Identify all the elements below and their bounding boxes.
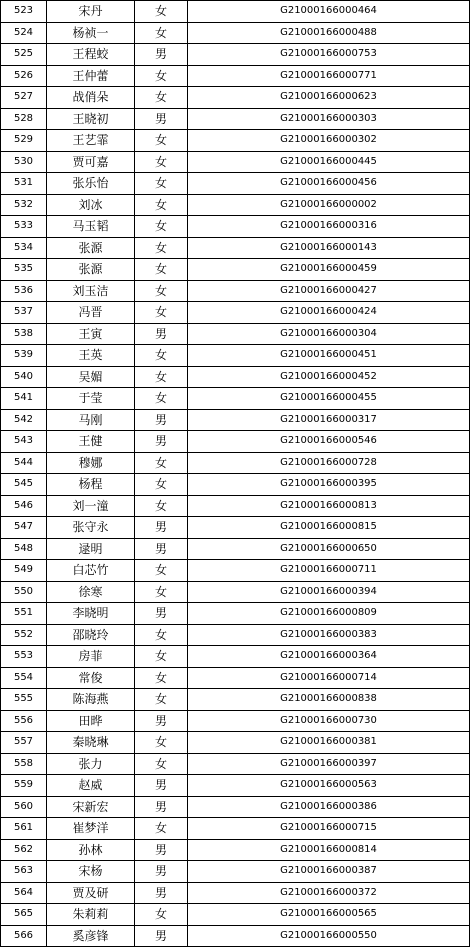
- table-row: [1, 173, 470, 195]
- table-row: [1, 87, 470, 109]
- name-cell: 张力: [47, 753, 135, 775]
- table-row: [1, 753, 470, 775]
- gender-cell: 男: [135, 108, 188, 130]
- gender-cell: 男: [135, 861, 188, 883]
- row-number-cell: 541: [1, 388, 47, 410]
- gender-cell: 女: [135, 65, 188, 87]
- gender-cell: 女: [135, 345, 188, 367]
- name-cell: 张守永: [47, 517, 135, 539]
- table-row: [1, 517, 470, 539]
- gender-cell: 男: [135, 44, 188, 66]
- table-row: [1, 861, 470, 883]
- table-row: [1, 431, 470, 453]
- gender-cell: 女: [135, 1, 188, 23]
- candidate-id-cell: G21000166000451: [188, 345, 470, 367]
- candidate-id-cell: G21000166000815: [188, 517, 470, 539]
- row-number-cell: 564: [1, 882, 47, 904]
- row-number-cell: 523: [1, 1, 47, 23]
- gender-cell: 男: [135, 882, 188, 904]
- name-cell: 常俊: [47, 667, 135, 689]
- gender-cell: 女: [135, 474, 188, 496]
- row-number-cell: 533: [1, 216, 47, 238]
- name-cell: 刘玉洁: [47, 280, 135, 302]
- candidate-id-cell: G21000166000813: [188, 495, 470, 517]
- gender-cell: 女: [135, 87, 188, 109]
- name-cell: 杨祯一: [47, 22, 135, 44]
- table-row: [1, 667, 470, 689]
- name-cell: 王程蛟: [47, 44, 135, 66]
- candidate-id-cell: G21000166000623: [188, 87, 470, 109]
- row-number-cell: 534: [1, 237, 47, 259]
- row-number-cell: 555: [1, 689, 47, 711]
- name-cell: 陈海燕: [47, 689, 135, 711]
- name-cell: 战俏朵: [47, 87, 135, 109]
- name-cell: 刘冰: [47, 194, 135, 216]
- table-row: [1, 44, 470, 66]
- table-row: [1, 130, 470, 152]
- candidate-id-cell: G21000166000445: [188, 151, 470, 173]
- gender-cell: 女: [135, 732, 188, 754]
- table-row: [1, 925, 470, 947]
- row-number-cell: 544: [1, 452, 47, 474]
- table-row: [1, 775, 470, 797]
- name-cell: 邵晓玲: [47, 624, 135, 646]
- row-number-cell: 535: [1, 259, 47, 281]
- row-number-cell: 538: [1, 323, 47, 345]
- gender-cell: 男: [135, 431, 188, 453]
- gender-cell: 女: [135, 194, 188, 216]
- row-number-cell: 526: [1, 65, 47, 87]
- gender-cell: 女: [135, 280, 188, 302]
- row-number-cell: 527: [1, 87, 47, 109]
- candidate-id-cell: G21000166000809: [188, 603, 470, 625]
- candidate-id-cell: G21000166000715: [188, 818, 470, 840]
- candidate-id-cell: G21000166000456: [188, 173, 470, 195]
- candidate-id-cell: G21000166000302: [188, 130, 470, 152]
- gender-cell: 女: [135, 904, 188, 926]
- name-cell: 宋杨: [47, 861, 135, 883]
- gender-cell: 女: [135, 624, 188, 646]
- name-cell: 刘一潼: [47, 495, 135, 517]
- gender-cell: 男: [135, 925, 188, 947]
- name-cell: 宋丹: [47, 1, 135, 23]
- row-number-cell: 557: [1, 732, 47, 754]
- name-cell: 李晓明: [47, 603, 135, 625]
- row-number-cell: 553: [1, 646, 47, 668]
- candidate-id-cell: G21000166000143: [188, 237, 470, 259]
- candidate-id-cell: G21000166000372: [188, 882, 470, 904]
- table-row: [1, 1, 470, 23]
- gender-cell: 男: [135, 796, 188, 818]
- name-cell: 王英: [47, 345, 135, 367]
- name-cell: 王寅: [47, 323, 135, 345]
- row-number-cell: 529: [1, 130, 47, 152]
- row-number-cell: 531: [1, 173, 47, 195]
- row-number-cell: 548: [1, 538, 47, 560]
- gender-cell: 女: [135, 151, 188, 173]
- row-number-cell: 530: [1, 151, 47, 173]
- candidate-id-cell: G21000166000303: [188, 108, 470, 130]
- candidate-id-cell: G21000166000459: [188, 259, 470, 281]
- name-cell: 王健: [47, 431, 135, 453]
- table-row: [1, 538, 470, 560]
- row-number-cell: 562: [1, 839, 47, 861]
- row-number-cell: 552: [1, 624, 47, 646]
- row-number-cell: 563: [1, 861, 47, 883]
- row-number-cell: 532: [1, 194, 47, 216]
- candidate-id-cell: G21000166000838: [188, 689, 470, 711]
- candidate-id-cell: G21000166000728: [188, 452, 470, 474]
- candidate-id-cell: G21000166000455: [188, 388, 470, 410]
- table-row: [1, 495, 470, 517]
- name-cell: 赵威: [47, 775, 135, 797]
- row-number-cell: 539: [1, 345, 47, 367]
- gender-cell: 男: [135, 517, 188, 539]
- candidate-id-cell: G21000166000565: [188, 904, 470, 926]
- name-cell: 王晓初: [47, 108, 135, 130]
- table-row: [1, 259, 470, 281]
- name-cell: 杨程: [47, 474, 135, 496]
- candidate-id-cell: G21000166000002: [188, 194, 470, 216]
- name-cell: 田晔: [47, 710, 135, 732]
- candidate-id-cell: G21000166000394: [188, 581, 470, 603]
- candidate-id-cell: G21000166000386: [188, 796, 470, 818]
- name-cell: 吴媚: [47, 366, 135, 388]
- candidate-id-cell: G21000166000452: [188, 366, 470, 388]
- candidate-id-cell: G21000166000364: [188, 646, 470, 668]
- row-number-cell: 524: [1, 22, 47, 44]
- name-cell: 奚彦锋: [47, 925, 135, 947]
- candidate-id-cell: G21000166000814: [188, 839, 470, 861]
- name-cell: 马刚: [47, 409, 135, 431]
- name-cell: 于莹: [47, 388, 135, 410]
- candidate-id-cell: G21000166000730: [188, 710, 470, 732]
- gender-cell: 女: [135, 302, 188, 324]
- gender-cell: 女: [135, 366, 188, 388]
- table-row: [1, 323, 470, 345]
- table-row: [1, 151, 470, 173]
- name-cell: 王艺霏: [47, 130, 135, 152]
- row-number-cell: 558: [1, 753, 47, 775]
- name-cell: 张源: [47, 237, 135, 259]
- table-row: [1, 882, 470, 904]
- row-number-cell: 556: [1, 710, 47, 732]
- gender-cell: 女: [135, 452, 188, 474]
- gender-cell: 女: [135, 689, 188, 711]
- gender-cell: 女: [135, 216, 188, 238]
- table-row: [1, 409, 470, 431]
- gender-cell: 男: [135, 603, 188, 625]
- row-number-cell: 549: [1, 560, 47, 582]
- name-cell: 马玉韬: [47, 216, 135, 238]
- table-row: [1, 581, 470, 603]
- name-cell: 冯晋: [47, 302, 135, 324]
- candidate-id-cell: G21000166000387: [188, 861, 470, 883]
- gender-cell: 女: [135, 495, 188, 517]
- table-row: [1, 689, 470, 711]
- candidate-id-cell: G21000166000546: [188, 431, 470, 453]
- name-cell: 崔梦洋: [47, 818, 135, 840]
- row-number-cell: 554: [1, 667, 47, 689]
- table-row: [1, 818, 470, 840]
- row-number-cell: 550: [1, 581, 47, 603]
- gender-cell: 女: [135, 388, 188, 410]
- name-cell: 宋新宏: [47, 796, 135, 818]
- table-row: [1, 904, 470, 926]
- name-cell: 房菲: [47, 646, 135, 668]
- candidate-id-cell: G21000166000714: [188, 667, 470, 689]
- name-cell: 逯明: [47, 538, 135, 560]
- candidate-id-cell: G21000166000427: [188, 280, 470, 302]
- name-cell: 贾及研: [47, 882, 135, 904]
- name-cell: 朱莉莉: [47, 904, 135, 926]
- row-number-cell: 537: [1, 302, 47, 324]
- row-number-cell: 528: [1, 108, 47, 130]
- candidate-id-cell: G21000166000304: [188, 323, 470, 345]
- table-row: [1, 302, 470, 324]
- gender-cell: 男: [135, 409, 188, 431]
- table-row: [1, 796, 470, 818]
- row-number-cell: 542: [1, 409, 47, 431]
- table-row: [1, 474, 470, 496]
- gender-cell: 男: [135, 323, 188, 345]
- candidate-id-cell: G21000166000650: [188, 538, 470, 560]
- candidate-id-cell: G21000166000563: [188, 775, 470, 797]
- row-number-cell: 551: [1, 603, 47, 625]
- row-number-cell: 559: [1, 775, 47, 797]
- name-cell: 张源: [47, 259, 135, 281]
- row-number-cell: 547: [1, 517, 47, 539]
- row-number-cell: 525: [1, 44, 47, 66]
- table-row: [1, 237, 470, 259]
- gender-cell: 女: [135, 646, 188, 668]
- table-row: [1, 452, 470, 474]
- name-cell: 白芯竹: [47, 560, 135, 582]
- row-number-cell: 560: [1, 796, 47, 818]
- candidate-id-cell: G21000166000464: [188, 1, 470, 23]
- table-row: [1, 22, 470, 44]
- gender-cell: 男: [135, 710, 188, 732]
- gender-cell: 男: [135, 839, 188, 861]
- gender-cell: 女: [135, 560, 188, 582]
- name-cell: 贾可嘉: [47, 151, 135, 173]
- gender-cell: 女: [135, 173, 188, 195]
- candidate-id-cell: G21000166000550: [188, 925, 470, 947]
- table-row: [1, 839, 470, 861]
- candidate-id-cell: G21000166000753: [188, 44, 470, 66]
- candidate-id-cell: G21000166000424: [188, 302, 470, 324]
- row-number-cell: 543: [1, 431, 47, 453]
- name-cell: 张乐怡: [47, 173, 135, 195]
- name-cell: 徐寒: [47, 581, 135, 603]
- gender-cell: 女: [135, 818, 188, 840]
- table-row: [1, 646, 470, 668]
- row-number-cell: 546: [1, 495, 47, 517]
- table-row: [1, 560, 470, 582]
- table-row: [1, 366, 470, 388]
- table-row: [1, 732, 470, 754]
- candidate-id-cell: G21000166000771: [188, 65, 470, 87]
- gender-cell: 女: [135, 259, 188, 281]
- row-number-cell: 565: [1, 904, 47, 926]
- name-cell: 王仲蕾: [47, 65, 135, 87]
- candidate-id-cell: G21000166000317: [188, 409, 470, 431]
- candidate-id-cell: G21000166000711: [188, 560, 470, 582]
- row-number-cell: 536: [1, 280, 47, 302]
- gender-cell: 女: [135, 130, 188, 152]
- table-row: [1, 108, 470, 130]
- gender-cell: 女: [135, 753, 188, 775]
- candidate-id-cell: G21000166000316: [188, 216, 470, 238]
- gender-cell: 女: [135, 667, 188, 689]
- gender-cell: 女: [135, 22, 188, 44]
- table-row: [1, 65, 470, 87]
- table-row: [1, 388, 470, 410]
- candidate-id-cell: G21000166000488: [188, 22, 470, 44]
- name-cell: 秦晓琳: [47, 732, 135, 754]
- gender-cell: 男: [135, 775, 188, 797]
- candidate-id-cell: G21000166000383: [188, 624, 470, 646]
- table-row: [1, 194, 470, 216]
- name-cell: 穆娜: [47, 452, 135, 474]
- candidate-id-cell: G21000166000395: [188, 474, 470, 496]
- row-number-cell: 545: [1, 474, 47, 496]
- name-cell: 孙林: [47, 839, 135, 861]
- gender-cell: 女: [135, 581, 188, 603]
- roster-body: [1, 1, 470, 947]
- table-row: [1, 280, 470, 302]
- candidate-id-cell: G21000166000397: [188, 753, 470, 775]
- gender-cell: 女: [135, 237, 188, 259]
- gender-cell: 男: [135, 538, 188, 560]
- table-row: [1, 345, 470, 367]
- table-row: [1, 710, 470, 732]
- row-number-cell: 566: [1, 925, 47, 947]
- table-row: [1, 624, 470, 646]
- table-row: [1, 216, 470, 238]
- candidate-id-cell: G21000166000381: [188, 732, 470, 754]
- row-number-cell: 561: [1, 818, 47, 840]
- table-row: [1, 603, 470, 625]
- row-number-cell: 540: [1, 366, 47, 388]
